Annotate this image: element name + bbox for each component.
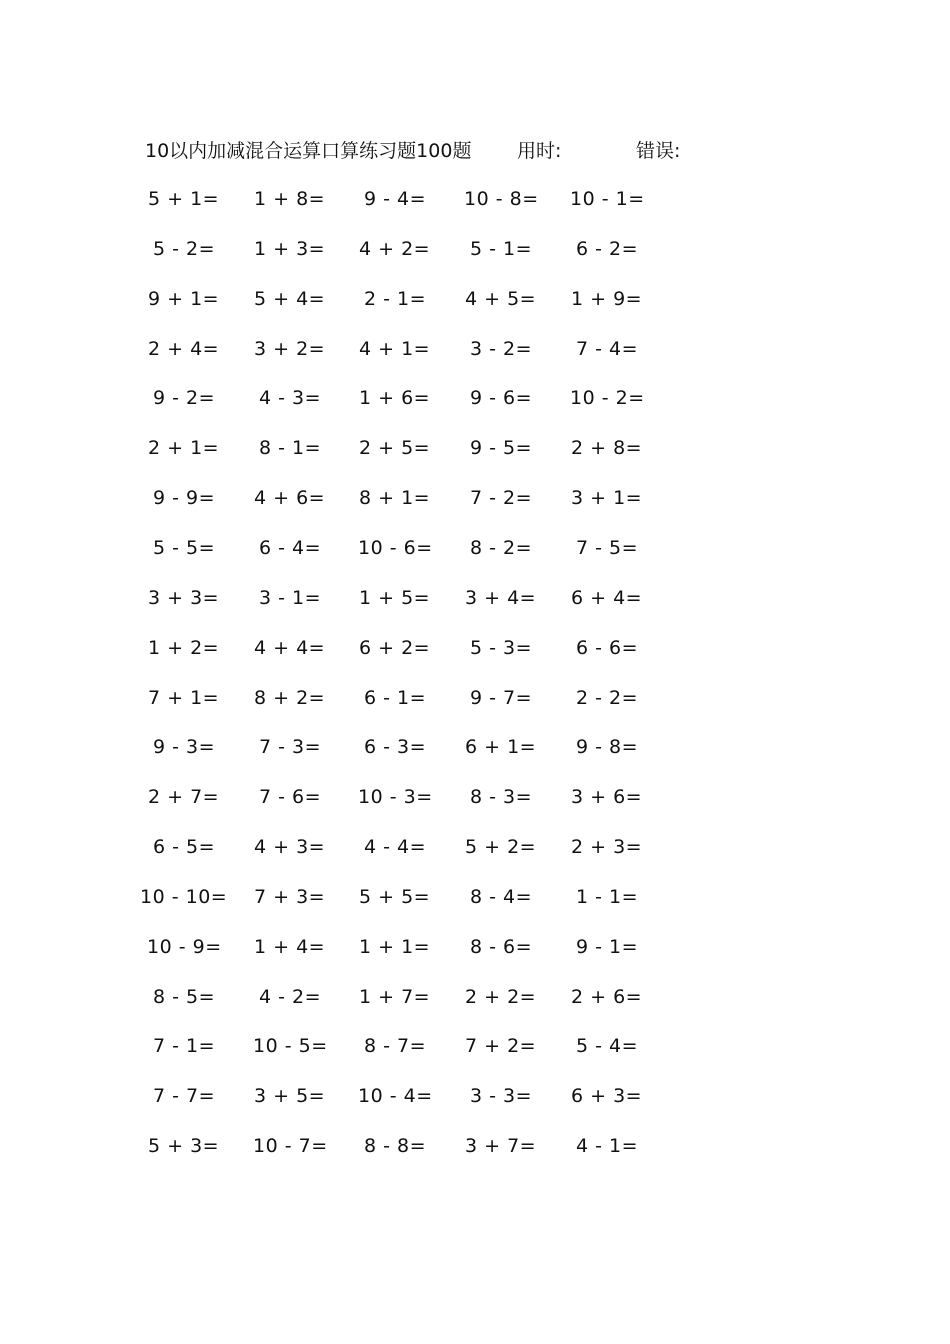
problem-item: 2 + 8=	[571, 437, 643, 460]
problem-item: 9 - 1=	[576, 935, 639, 958]
problem-item: 7 - 1=	[153, 1035, 216, 1058]
problem-item: 3 + 6=	[571, 786, 643, 809]
problem-item: 7 + 1=	[148, 686, 220, 709]
problem-item: 6 - 4=	[259, 536, 322, 559]
problem-item: 7 - 5=	[576, 536, 639, 559]
problem-item: 6 - 2=	[576, 237, 639, 260]
problem-item: 7 - 4=	[576, 337, 639, 360]
problem-item: 10 - 7=	[253, 1135, 328, 1158]
problem-item: 10 - 5=	[253, 1035, 328, 1058]
problem-item: 8 + 2=	[254, 686, 326, 709]
problem-item: 4 - 2=	[259, 985, 322, 1008]
problem-item: 10 - 9=	[147, 935, 222, 958]
problem-item: 8 - 7=	[364, 1035, 427, 1058]
problem-item: 9 - 3=	[153, 736, 216, 759]
problem-item: 7 + 2=	[465, 1035, 537, 1058]
problem-item: 7 - 2=	[470, 487, 533, 510]
problem-item: 1 + 5=	[359, 586, 431, 609]
problem-item: 8 - 4=	[470, 885, 533, 908]
problem-item: 3 + 4=	[465, 586, 537, 609]
problem-item: 3 + 1=	[571, 487, 643, 510]
problem-item: 1 - 1=	[576, 885, 639, 908]
problem-item: 4 - 3=	[259, 387, 322, 410]
problem-item: 5 - 5=	[153, 536, 216, 559]
problem-item: 10 - 10=	[140, 885, 228, 908]
problem-item: 3 + 3=	[148, 586, 220, 609]
problem-item: 10 - 3=	[358, 786, 433, 809]
problem-item: 2 - 1=	[364, 287, 427, 310]
problem-item: 4 + 1=	[359, 337, 431, 360]
problem-item: 10 - 1=	[570, 188, 645, 210]
time-label: 用时:	[517, 140, 562, 162]
problem-item: 6 - 6=	[576, 636, 639, 659]
problem-item: 6 + 2=	[359, 636, 431, 659]
problem-item: 5 - 3=	[470, 636, 533, 659]
problem-item: 8 - 3=	[470, 786, 533, 809]
problem-item: 10 - 6=	[358, 536, 433, 559]
problem-item: 9 - 7=	[470, 686, 533, 709]
problem-item: 2 + 4=	[148, 337, 220, 360]
problem-item: 9 - 9=	[153, 487, 216, 510]
problem-item: 3 - 3=	[470, 1085, 533, 1108]
problem-item: 3 + 5=	[254, 1085, 326, 1108]
problem-item: 1 + 2=	[148, 636, 220, 659]
problem-item: 8 - 1=	[259, 437, 322, 460]
problem-item: 7 - 3=	[259, 736, 322, 759]
problem-item: 2 + 2=	[465, 985, 537, 1008]
problem-item: 4 + 3=	[254, 836, 326, 859]
problem-item: 9 - 2=	[153, 387, 216, 410]
problem-item: 8 - 2=	[470, 536, 533, 559]
problem-item: 6 - 3=	[364, 736, 427, 759]
problem-item: 5 - 2=	[153, 237, 216, 260]
problem-item: 6 - 1=	[364, 686, 427, 709]
problem-item: 10 - 4=	[358, 1085, 433, 1108]
errors-label: 错误:	[636, 140, 681, 162]
problem-item: 1 + 6=	[359, 387, 431, 410]
problem-item: 1 + 4=	[254, 935, 326, 958]
problem-item: 3 + 7=	[465, 1135, 537, 1158]
problem-item: 5 + 1=	[148, 188, 220, 210]
problem-item: 1 + 8=	[254, 188, 326, 210]
problem-item: 1 + 3=	[254, 237, 326, 260]
problem-item: 5 + 4=	[254, 287, 326, 310]
problem-item: 5 - 4=	[576, 1035, 639, 1058]
problem-item: 9 - 8=	[576, 736, 639, 759]
problem-item: 10 - 2=	[570, 387, 645, 410]
problem-item: 6 + 1=	[465, 736, 537, 759]
problem-item: 9 - 5=	[470, 437, 533, 460]
problem-item: 2 - 2=	[576, 686, 639, 709]
problem-item: 3 - 1=	[259, 586, 322, 609]
problem-item: 1 + 7=	[359, 985, 431, 1008]
problem-item: 3 - 2=	[470, 337, 533, 360]
problem-item: 2 + 5=	[359, 437, 431, 460]
problem-item: 4 - 1=	[576, 1135, 639, 1158]
problem-item: 8 + 1=	[359, 487, 431, 510]
problem-item: 6 - 5=	[153, 836, 216, 859]
problem-item: 9 - 6=	[470, 387, 533, 410]
problem-item: 4 + 6=	[254, 487, 326, 510]
problem-item: 5 + 3=	[148, 1135, 220, 1158]
problem-item: 1 + 1=	[359, 935, 431, 958]
problem-item: 8 - 5=	[153, 985, 216, 1008]
problem-item: 2 + 1=	[148, 437, 220, 460]
problem-item: 4 + 4=	[254, 636, 326, 659]
problem-item: 6 + 4=	[571, 586, 643, 609]
problem-item: 1 + 9=	[571, 287, 643, 310]
worksheet-title: 10以内加减混合运算口算练习题100题	[145, 140, 472, 162]
problem-item: 10 - 8=	[464, 188, 539, 210]
problem-item: 2 + 3=	[571, 836, 643, 859]
problem-item: 7 + 3=	[254, 885, 326, 908]
problem-item: 9 + 1=	[148, 287, 220, 310]
problem-item: 5 + 2=	[465, 836, 537, 859]
problem-item: 2 + 7=	[148, 786, 220, 809]
problem-item: 7 - 6=	[259, 786, 322, 809]
problem-item: 5 + 5=	[359, 885, 431, 908]
problem-item: 4 - 4=	[364, 836, 427, 859]
problem-item: 4 + 2=	[359, 237, 431, 260]
problem-item: 9 - 4=	[364, 188, 427, 210]
problem-item: 8 - 6=	[470, 935, 533, 958]
problem-item: 3 + 2=	[254, 337, 326, 360]
problem-item: 4 + 5=	[465, 287, 537, 310]
problem-item: 2 + 6=	[571, 985, 643, 1008]
problem-item: 6 + 3=	[571, 1085, 643, 1108]
problem-item: 5 - 1=	[470, 237, 533, 260]
problem-item: 8 - 8=	[364, 1135, 427, 1158]
problem-item: 7 - 7=	[153, 1085, 216, 1108]
